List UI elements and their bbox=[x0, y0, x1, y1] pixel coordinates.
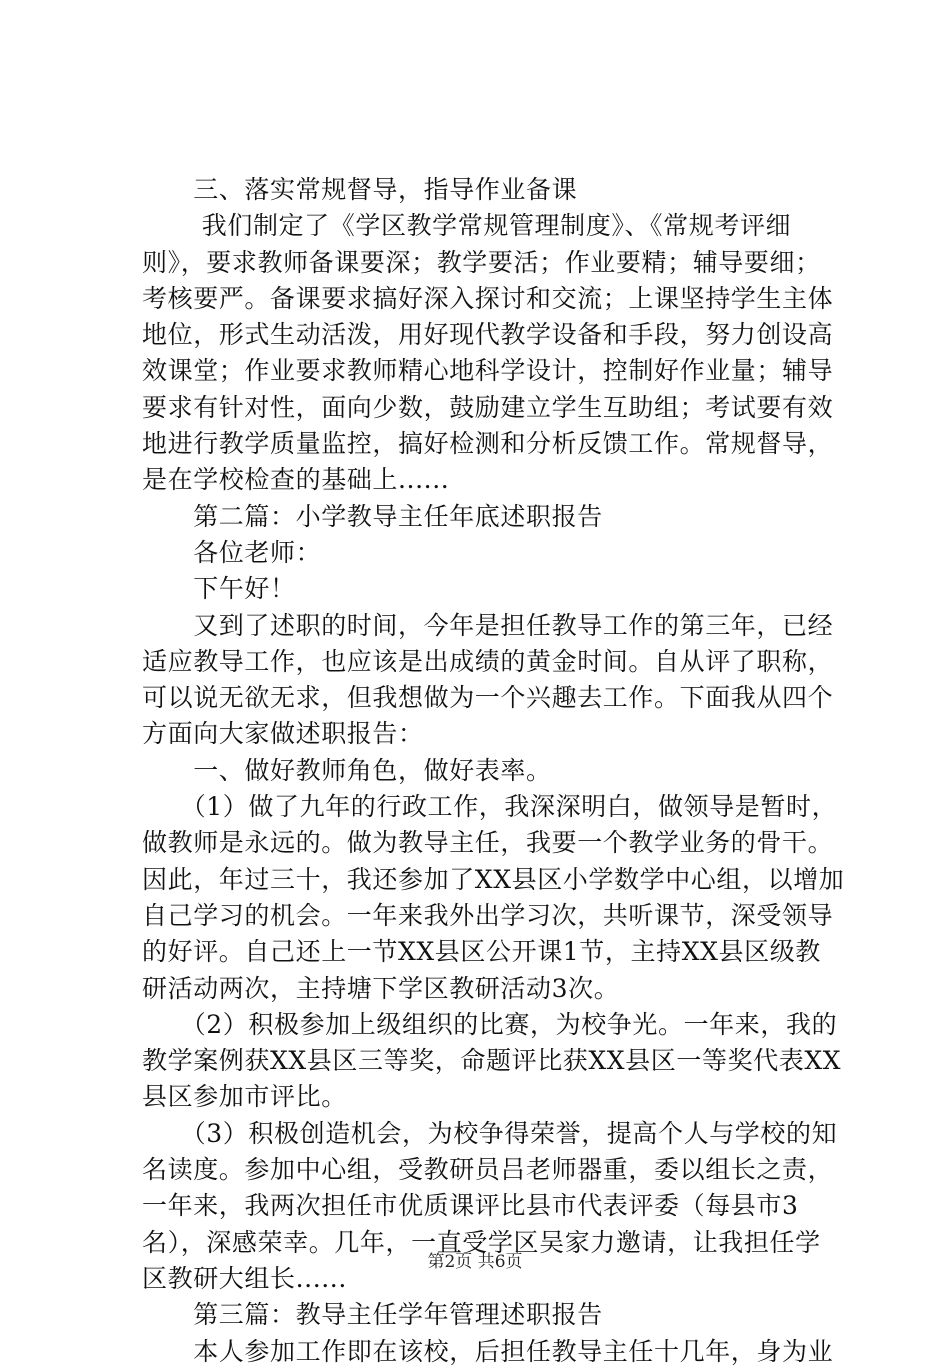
text-line: 教学案例获XX县区三等奖，命题评比获XX县区一等奖代表XX bbox=[142, 1046, 842, 1076]
text-line: 要求有针对性，面向少数，鼓励建立学生互助组；考试要有效 bbox=[142, 392, 834, 422]
text-line: 区教研大组长...... bbox=[142, 1263, 347, 1293]
text-line: （3）积极创造机会，为校争得荣誉，提高个人与学校的知 bbox=[142, 1118, 838, 1148]
text-line: 地进行教学质量监控，搞好检测和分析反馈工作。常规督导， bbox=[142, 429, 834, 459]
text-line: （1）做了九年的行政工作，我深深明白，做领导是暂时， bbox=[142, 792, 838, 822]
section-heading: 第二篇：小学教导主任年底述职报告 bbox=[142, 501, 603, 531]
text-line: 我们制定了《学区教学常规管理制度》、《常规考评细 bbox=[142, 211, 792, 241]
text-line: 考核要严。备课要求搞好深入探讨和交流；上课坚持学生主体 bbox=[142, 283, 834, 313]
text-line: 各位老师： bbox=[142, 537, 322, 567]
text-line: 方面向大家做述职报告： bbox=[142, 719, 424, 749]
text-line: 的好评。自己还上一节XX县区公开课1节，主持XX县区级教 bbox=[142, 937, 821, 967]
text-line: 三、落实常规督导，指导作业备课 bbox=[142, 175, 578, 204]
text-line: 则》，要求教师备课要深；教学要活；作业要精；辅导要细； bbox=[142, 247, 821, 277]
text-line: 自己学习的机会。一年来我外出学习次，共听课节，深受领导 bbox=[142, 900, 834, 930]
text-line: （2）积极参加上级组织的比赛，为校争光。一年来，我的 bbox=[142, 1009, 838, 1039]
text-line: 又到了述职的时间，今年是担任教导工作的第三年，已经 bbox=[142, 610, 834, 640]
section-heading: 第三篇：教导主任学年管理述职报告 bbox=[142, 1300, 603, 1330]
text-line: 名），深感荣幸。几年，一直受学区吴家力邀请，让我担任学 bbox=[142, 1227, 821, 1257]
text-line: 做教师是永远的。做为教导主任，我要一个教学业务的骨干。 bbox=[142, 828, 834, 858]
text-line: 适应教导工作，也应该是出成绩的黄金时间。自从评了职称， bbox=[142, 646, 834, 676]
text-line: 效课堂；作业要求教师精心地科学设计，控制好作业量；辅导 bbox=[142, 356, 834, 386]
text-line: 一、做好教师角色，做好表率。 bbox=[142, 755, 552, 785]
text-line: 县区参加市评比。 bbox=[142, 1082, 347, 1112]
page-number: 第2页 共6页 bbox=[427, 1252, 523, 1272]
text-line: 因此，年过三十，我还参加了XX县区小学数学中心组，以增加 bbox=[142, 864, 845, 894]
text-line: 地位，形式生动活泼，用好现代教学设备和手段，努力创设高 bbox=[142, 320, 834, 350]
text-line: 可以说无欲无求，但我想做为一个兴趣去工作。下面我从四个 bbox=[142, 683, 834, 713]
text-line: 研活动两次，主持塘下学区教研活动3次。 bbox=[142, 973, 620, 1003]
text-line: 本人参加工作即在该校，后担任教导主任十几年，身为业 bbox=[142, 1336, 834, 1366]
document-body bbox=[142, 172, 845, 1370]
text-line: 名读度。参加中心组，受教研员吕老师器重，委以组长之责， bbox=[142, 1155, 834, 1185]
text-line: 一年来，我两次担任市优质课评比县市代表评委（每县市3 bbox=[142, 1191, 799, 1221]
text-line: 下午好！ bbox=[142, 574, 296, 604]
text-line: 是在学校检查的基础上...... bbox=[142, 465, 450, 495]
